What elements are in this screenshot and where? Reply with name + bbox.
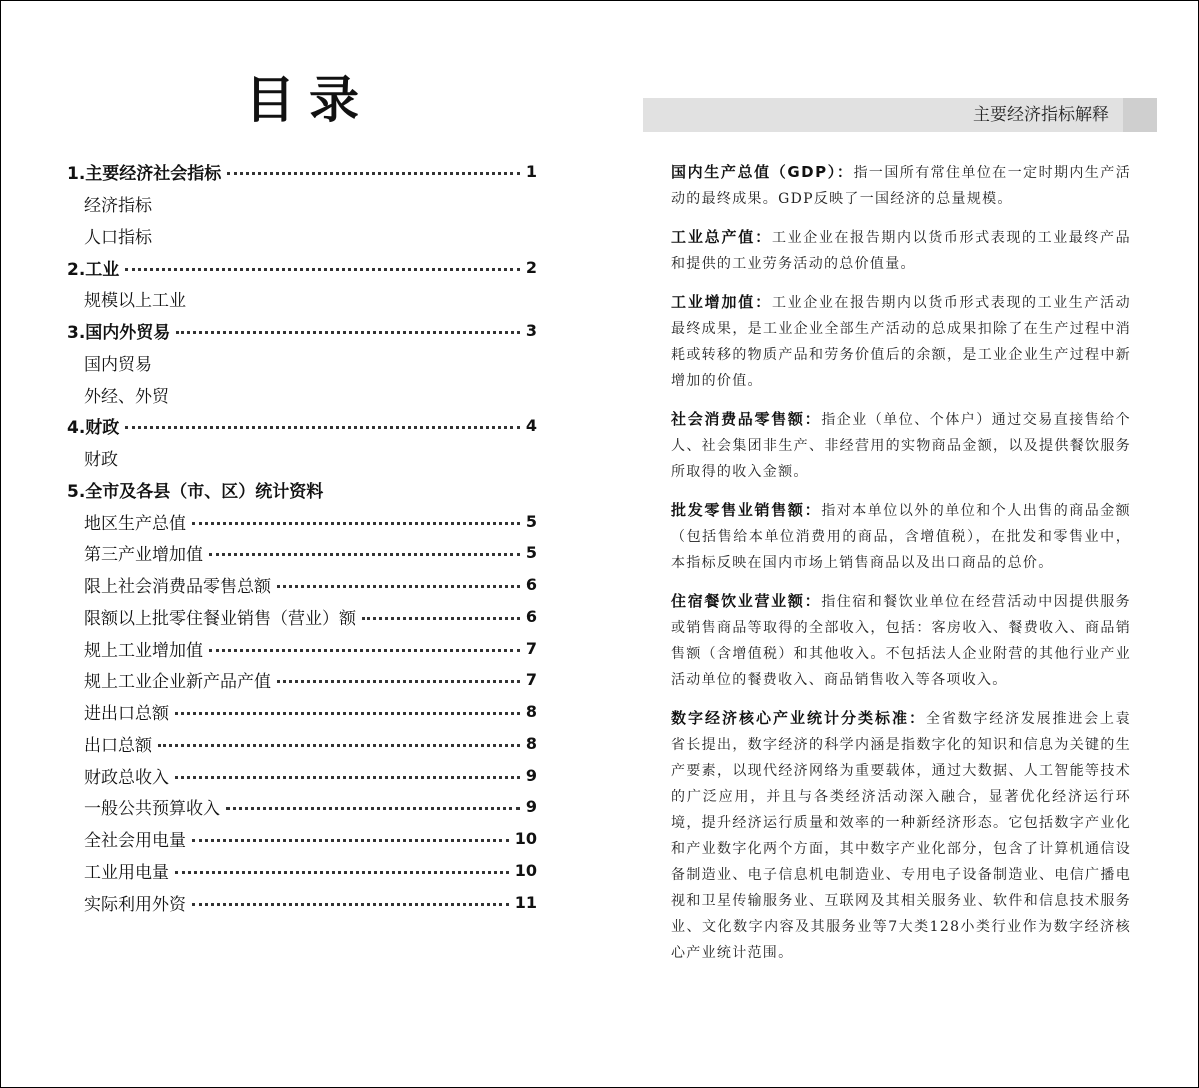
toc-leader-dots <box>209 649 520 652</box>
toc-page-number: 4 <box>525 416 537 436</box>
toc-leader-dots <box>362 617 520 620</box>
definition-text: 指对本单位以外的单位和个人出售的商品金额（包括售给本单位消费用的商品，含增值税），在批发和零售业中，本指标反映在国内市场上销售商品以及出口商品的总价。 <box>671 503 1131 571</box>
toc-page-number: 8 <box>525 702 537 722</box>
definition-term: 工业总产值： <box>671 228 772 246</box>
header-tab-marker <box>1123 98 1157 132</box>
definition-paragraph <box>671 159 1131 212</box>
toc-leader-dots <box>209 553 520 556</box>
toc-row-label: 一般公共预算收入 <box>84 799 220 820</box>
toc-leader-dots <box>158 744 520 747</box>
toc-entry-row[interactable] <box>67 791 537 823</box>
toc-row-label: 工业用电量 <box>84 862 169 883</box>
toc-entry-row[interactable] <box>67 696 537 728</box>
definition-term: 住宿餐饮业营业额： <box>671 592 822 610</box>
definition-term: 国内生产总值（GDP）： <box>671 163 854 181</box>
toc-leader-dots <box>125 268 520 271</box>
definition-text: 指一国所有常住单位在一定时期内生产活动的最终成果。GDP反映了一国经济的总量规模。 <box>671 165 1131 207</box>
toc-section-row[interactable] <box>67 251 537 283</box>
definition-text: 指企业（单位、个体户）通过交易直接售给个人、社会集团非生产、非经营用的实物商品金额，以及提供餐饮服务所取得的收入金额。 <box>671 412 1131 480</box>
toc-section-row[interactable] <box>67 156 537 188</box>
toc-section-row[interactable] <box>67 315 537 347</box>
toc-row-label: 限额以上批零住餐业销售（营业）额 <box>84 608 356 629</box>
toc-page-number: 11 <box>514 892 537 912</box>
toc-entry-row[interactable] <box>67 759 537 791</box>
section-header-title: 主要经济指标解释 <box>973 105 1109 125</box>
toc-section-row[interactable] <box>67 410 537 442</box>
toc-row-label: 第三产业增加值 <box>84 545 203 566</box>
toc-leader-dots <box>226 807 520 810</box>
toc-row-label: 2.工业 <box>67 259 120 280</box>
toc-leader-dots <box>175 712 520 715</box>
toc-entry-row[interactable] <box>67 283 537 315</box>
toc-row-label: 人口指标 <box>84 227 152 248</box>
toc-leader-dots <box>175 871 509 874</box>
toc-row-label: 财政总收入 <box>84 767 169 788</box>
toc-leader-dots <box>125 426 520 429</box>
toc-row-label: 3.国内外贸易 <box>67 323 171 344</box>
toc-page-number: 6 <box>525 606 537 626</box>
toc-entry-row[interactable] <box>67 823 537 855</box>
toc-entry-row[interactable] <box>67 347 537 379</box>
toc-entry-row[interactable] <box>67 728 537 760</box>
toc-entry-row[interactable] <box>67 220 537 252</box>
toc-leader-dots <box>192 839 509 842</box>
section-header <box>643 98 1157 132</box>
toc-title: 目录 <box>245 71 373 129</box>
toc-page-number: 9 <box>525 765 537 785</box>
toc-page-number: 6 <box>525 575 537 595</box>
toc-entry-row[interactable] <box>67 886 537 918</box>
toc-section-row[interactable] <box>67 474 537 506</box>
definition-paragraph <box>671 705 1131 966</box>
toc-row-label: 出口总额 <box>84 735 152 756</box>
toc-entry-row[interactable] <box>67 537 537 569</box>
toc-page-number: 5 <box>525 511 537 531</box>
definition-text: 工业企业在报告期内以货币形式表现的工业生产活动最终成果，是工业企业全部生产活动的总成果扣除了在生产过程中消耗或转移的物质产品和劳务价值后的余额，是工业企业生产过程中新增加的价值。 <box>671 295 1131 389</box>
toc-entry-row[interactable] <box>67 378 537 410</box>
toc-row-label: 5.全市及各县（市、区）统计资料 <box>67 481 324 502</box>
toc-page-number: 1 <box>525 162 537 182</box>
toc-leader-dots <box>175 776 520 779</box>
definition-paragraph <box>671 497 1131 576</box>
toc-page-number: 2 <box>525 257 537 277</box>
toc-row-label: 经济指标 <box>84 196 152 217</box>
toc-leader-dots <box>192 522 520 525</box>
toc-row-label: 规上工业增加值 <box>84 640 203 661</box>
definition-text: 全省数字经济发展推进会上袁省长提出，数字经济的科学内涵是指数字化的知识和信息为关键的生产要素，以现代经济网络为重要载体，通过大数据、人工智能等技术的广泛应用，并且与各类经济活动深入融合，显著优化经济运行环境，提升经济运行质量和效率的一种新经济形态。它包括数字产业化和产业数字化两个方面，其中数字产业化部分，包含了计算机通信设备制造业、电子信息机电制造业、专用电子设备制造业、电信广播电视和卫星传输服务业、互联网及其相关服务业、软件和信息技术服务业、文化数字内容及其服务业等7大类128小类行业作为数字经济核心产业统计范围。 <box>671 711 1131 961</box>
definitions-list <box>671 159 1131 978</box>
toc-leader-dots <box>277 585 520 588</box>
definition-term: 工业增加值： <box>671 293 772 311</box>
toc-page-number: 10 <box>514 860 537 880</box>
toc-leader-dots <box>227 172 520 175</box>
toc-page-number: 10 <box>514 829 537 849</box>
definition-paragraph <box>671 406 1131 485</box>
toc-page-number: 7 <box>525 670 537 690</box>
toc-page-number: 8 <box>525 733 537 753</box>
definition-text: 指住宿和餐饮业单位在经营活动中因提供服务或销售商品等取得的全部收入，包括：客房收入、餐费收入、商品销售额（含增值税）和其他收入。不包括法人企业附营的其他行业产业活动单位的餐费收入、商品销售收入等各项收入。 <box>671 594 1131 688</box>
definition-paragraph <box>671 224 1131 277</box>
toc-row-label: 进出口总额 <box>84 704 169 725</box>
toc-leader-dots <box>277 680 520 683</box>
toc-row-label: 国内贸易 <box>84 354 152 375</box>
toc-page-number: 5 <box>525 543 537 563</box>
toc-page-number: 3 <box>525 321 537 341</box>
toc-row-label: 规上工业企业新产品产值 <box>84 672 271 693</box>
toc-entry-row[interactable] <box>67 601 537 633</box>
definition-term: 批发零售业销售额： <box>671 501 822 519</box>
toc-row-label: 1.主要经济社会指标 <box>67 164 222 185</box>
toc-entry-row[interactable] <box>67 505 537 537</box>
toc-row-label: 全社会用电量 <box>84 831 186 852</box>
table-of-contents <box>67 156 537 918</box>
toc-entry-row[interactable] <box>67 188 537 220</box>
toc-row-label: 地区生产总值 <box>84 513 186 534</box>
toc-row-label: 财政 <box>84 450 118 471</box>
toc-entry-row[interactable] <box>67 632 537 664</box>
toc-leader-dots <box>192 903 509 906</box>
toc-row-label: 实际利用外资 <box>84 894 186 915</box>
toc-page-number: 9 <box>525 797 537 817</box>
toc-row-label: 外经、外贸 <box>84 386 169 407</box>
definition-paragraph <box>671 289 1131 394</box>
definition-text: 工业企业在报告期内以货币形式表现的工业最终产品和提供的工业劳务活动的总价值量。 <box>671 230 1131 272</box>
toc-row-label: 限上社会消费品零售总额 <box>84 577 271 598</box>
definition-term: 社会消费品零售额： <box>671 410 822 428</box>
toc-entry-row[interactable] <box>67 442 537 474</box>
definition-paragraph <box>671 588 1131 693</box>
toc-entry-row[interactable] <box>67 664 537 696</box>
definition-term: 数字经济核心产业统计分类标准： <box>671 709 927 727</box>
toc-page-number: 7 <box>525 638 537 658</box>
toc-leader-dots <box>176 331 520 334</box>
toc-entry-row[interactable] <box>67 569 537 601</box>
toc-row-label: 规模以上工业 <box>84 291 186 312</box>
toc-row-label: 4.财政 <box>67 418 120 439</box>
toc-entry-row[interactable] <box>67 855 537 887</box>
